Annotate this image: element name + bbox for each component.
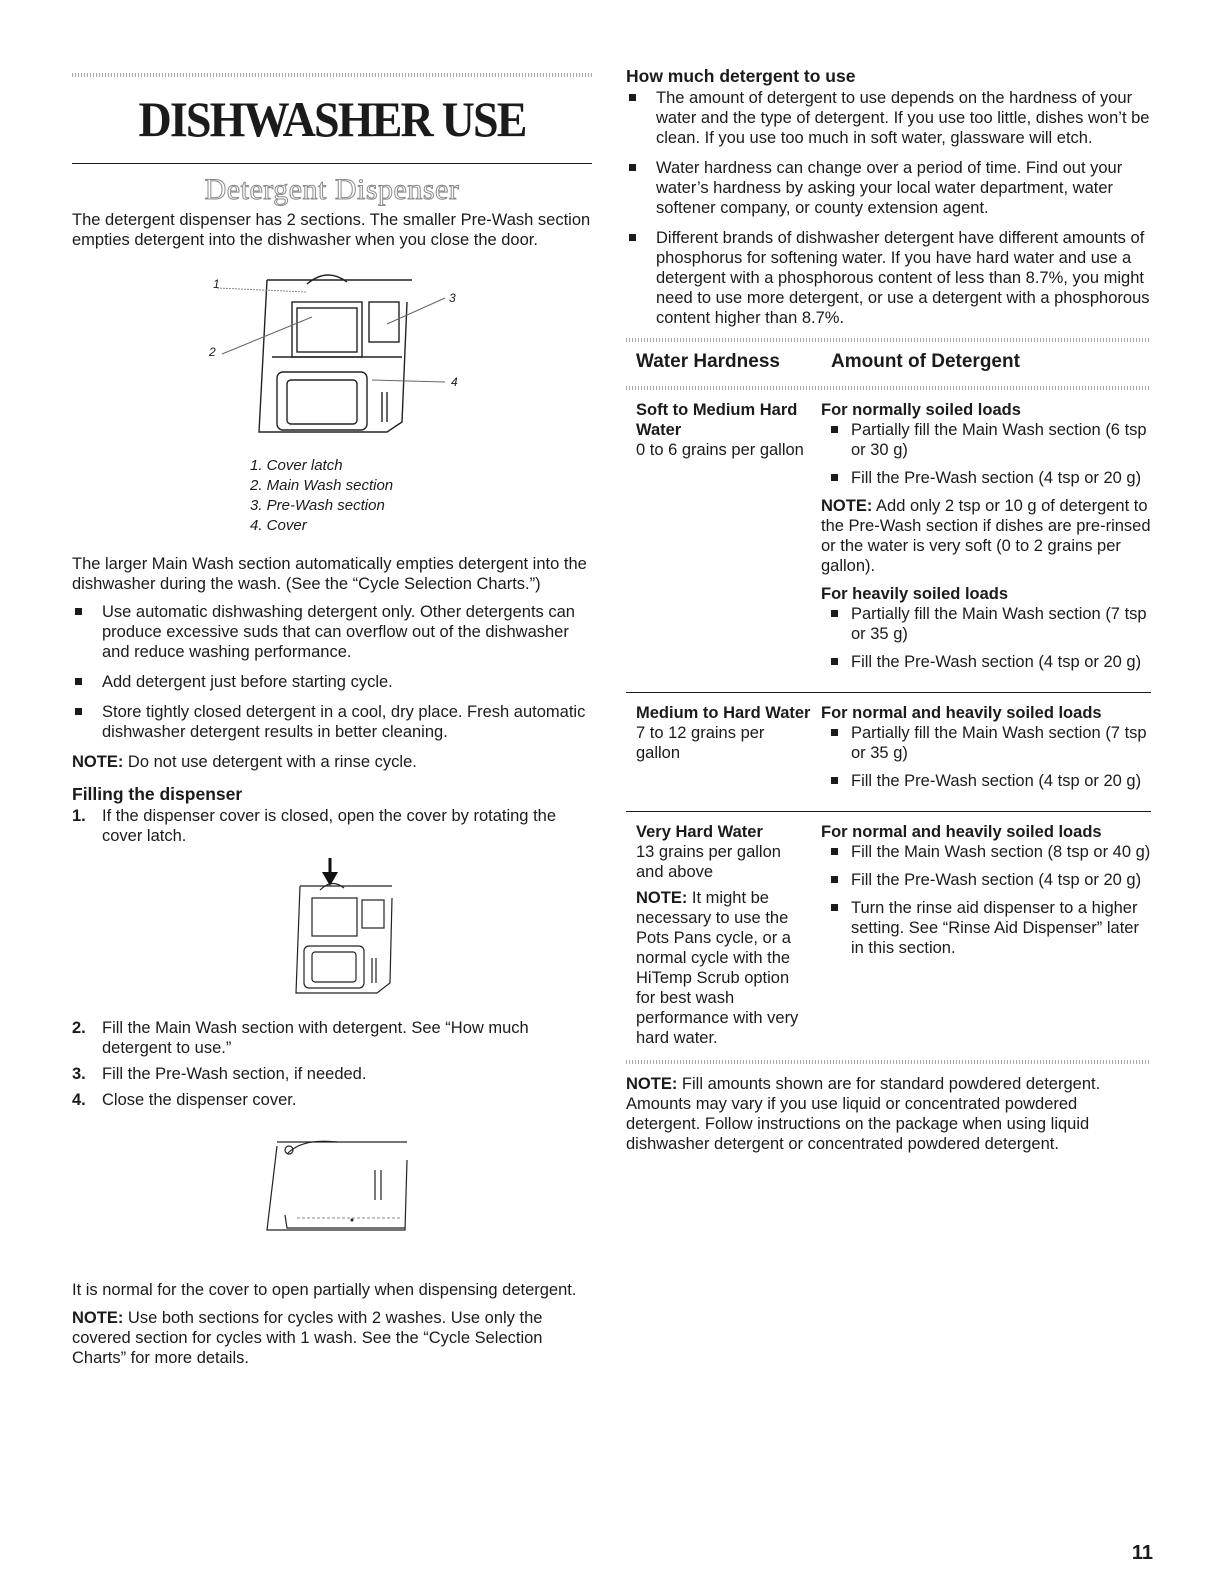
- grains-text: 0 to 6 grains per gallon: [636, 441, 804, 459]
- dispenser-diagram: [197, 262, 497, 448]
- list-item: Different brands of dishwasher detergent have different amounts of phosphorus for softening water. If you have hard water and use a detergent with a phosphorous content of less than 8.7%, you might need to use more detergent, or use a detergent with a phosphorous content higher than 8.7%.: [626, 228, 1151, 328]
- page-number: 11: [1131, 1542, 1153, 1564]
- caption-cover: 4. Cover: [250, 517, 307, 534]
- caption-pre-wash: 3. Pre-Wash section: [250, 497, 385, 514]
- col-amount: Amount of Detergent: [831, 351, 1020, 372]
- list-item: Use automatic dishwashing detergent only. Other detergents can produce excessive suds that can overflow out of the dishwasher and reduce washing performance.: [72, 602, 592, 662]
- list-item: 4. Close the dispenser cover.: [72, 1091, 297, 1109]
- list-item: Fill the Pre-Wash section (4 tsp or 20 g): [821, 652, 1151, 672]
- filling-steps: [72, 1018, 592, 1110]
- detergent-tips: [72, 602, 592, 742]
- grains-text: 7 to 12 grains per gallon: [636, 724, 765, 762]
- callout-1: 1: [213, 277, 220, 291]
- col-water-hardness: Water Hardness: [636, 351, 780, 372]
- list-item: 2. Fill the Main Wash section with detergent. See “How much detergent to use.”: [72, 1019, 529, 1057]
- list-item: 3. Fill the Pre-Wash section, if needed.: [72, 1065, 367, 1083]
- list-item: The amount of detergent to use depends on the hardness of your water and the type of detergent. If you use too little, dishes won’t be clean. If you use too much in soft water, glassware will etch.: [626, 88, 1151, 148]
- how-much-heading: How much detergent to use: [626, 66, 856, 86]
- table-row: [626, 693, 1151, 811]
- list-item: Fill the Pre-Wash section (4 tsp or 20 g): [821, 468, 1151, 488]
- title-top-rule: [72, 73, 592, 77]
- table-note: NOTE: It might be necessary to use the Pots Pans cycle, or a normal cycle with the HiTemp Scrub option for best wash performance with very hard water.: [636, 889, 799, 1047]
- load-heading: For normally soiled loads: [821, 401, 1021, 419]
- list-item: Water hardness can change over a period of time. Find out your water’s hardness by asking your local water department, water softener company, or county extension agent.: [626, 158, 1151, 218]
- callout-3: 3: [449, 291, 456, 305]
- load-heading: For normal and heavily soiled loads: [821, 704, 1102, 722]
- list-item: Partially fill the Main Wash section (6 tsp or 30 g): [821, 420, 1151, 460]
- table-row: [626, 812, 1151, 1060]
- section-title: Detergent Dispenser: [204, 173, 460, 206]
- left-column: [72, 0, 592, 1376]
- callout-2: 2: [209, 345, 216, 359]
- list-item: Partially fill the Main Wash section (7 tsp or 35 g): [821, 604, 1151, 644]
- table-bottom-rule: [626, 1060, 1151, 1064]
- right-column: [626, 0, 1151, 1162]
- sections-note: NOTE: Use both sections for cycles with 2 washes. Use only the covered section for cycles with 1 wash. See the “Cycle Selection Charts” for more details.: [72, 1309, 543, 1367]
- hardness-label: Soft to Medium Hard Water: [636, 401, 798, 439]
- how-much-list: [626, 88, 1151, 328]
- load-heading: For heavily soiled loads: [821, 585, 1009, 603]
- page-title: DISHWASHER USE: [138, 91, 526, 147]
- filling-step-1: [72, 806, 592, 846]
- list-item: Fill the Main Wash section (8 tsp or 40 g): [821, 842, 1151, 862]
- table-row: [626, 390, 1151, 692]
- callout-4: 4: [451, 375, 458, 389]
- list-item: Fill the Pre-Wash section (4 tsp or 20 g): [821, 771, 1151, 791]
- load-heading: For normal and heavily soiled loads: [821, 823, 1102, 841]
- open-cover-diagram: [282, 858, 412, 1008]
- hardness-label: Medium to Hard Water: [636, 704, 811, 722]
- detergent-table: [626, 338, 1151, 1064]
- list-item: 1. If the dispenser cover is closed, open the cover by rotating the cover latch.: [72, 807, 557, 845]
- caption-main-wash: 2. Main Wash section: [250, 477, 394, 494]
- table-note: NOTE: Add only 2 tsp or 10 g of detergent to the Pre-Wash section if dishes are pre-rinsed or the water is very soft (0 to 2 grains per gallon).: [821, 497, 1151, 575]
- closed-cover-illustration: [257, 1130, 427, 1260]
- partial-open-text: It is normal for the cover to open partially when dispensing detergent.: [72, 1281, 577, 1299]
- title-bottom-rule: [72, 163, 592, 164]
- hardness-label: Very Hard Water: [636, 823, 763, 841]
- filling-heading: Filling the dispenser: [72, 784, 243, 804]
- rinse-note: NOTE: Do not use detergent with a rinse cycle.: [72, 753, 417, 771]
- open-cover-illustration: [282, 858, 412, 1008]
- list-item: Store tightly closed detergent in a cool, dry place. Fresh automatic dishwasher detergent results in better cleaning.: [72, 702, 592, 742]
- main-wash-text: The larger Main Wash section automatically empties detergent into the dishwasher during the wash. (See the “Cycle Selection Charts.”): [72, 555, 587, 593]
- list-item: Turn the rinse aid dispenser to a higher setting. See “Rinse Aid Dispenser” later in this section.: [821, 898, 1151, 958]
- closed-cover-diagram: [257, 1130, 427, 1260]
- intro-text: The detergent dispenser has 2 sections. The smaller Pre-Wash section empties detergent into the dishwasher when you close the door.: [72, 211, 591, 249]
- caption-cover-latch: 1. Cover latch: [250, 457, 343, 474]
- list-item: Partially fill the Main Wash section (7 tsp or 35 g): [821, 723, 1151, 763]
- list-item: Fill the Pre-Wash section (4 tsp or 20 g): [821, 870, 1151, 890]
- amounts-note: NOTE: Fill amounts shown are for standard powdered detergent. Amounts may vary if you use liquid or concentrated powdered detergent. Follow instructions on the package when using liquid dishwasher detergent or concentrated powdered detergent.: [626, 1075, 1101, 1153]
- figure-captions: [250, 456, 592, 536]
- grains-text: 13 grains per gallon and above: [636, 843, 781, 881]
- table-header: [626, 342, 1151, 386]
- list-item: Add detergent just before starting cycle.: [72, 672, 592, 692]
